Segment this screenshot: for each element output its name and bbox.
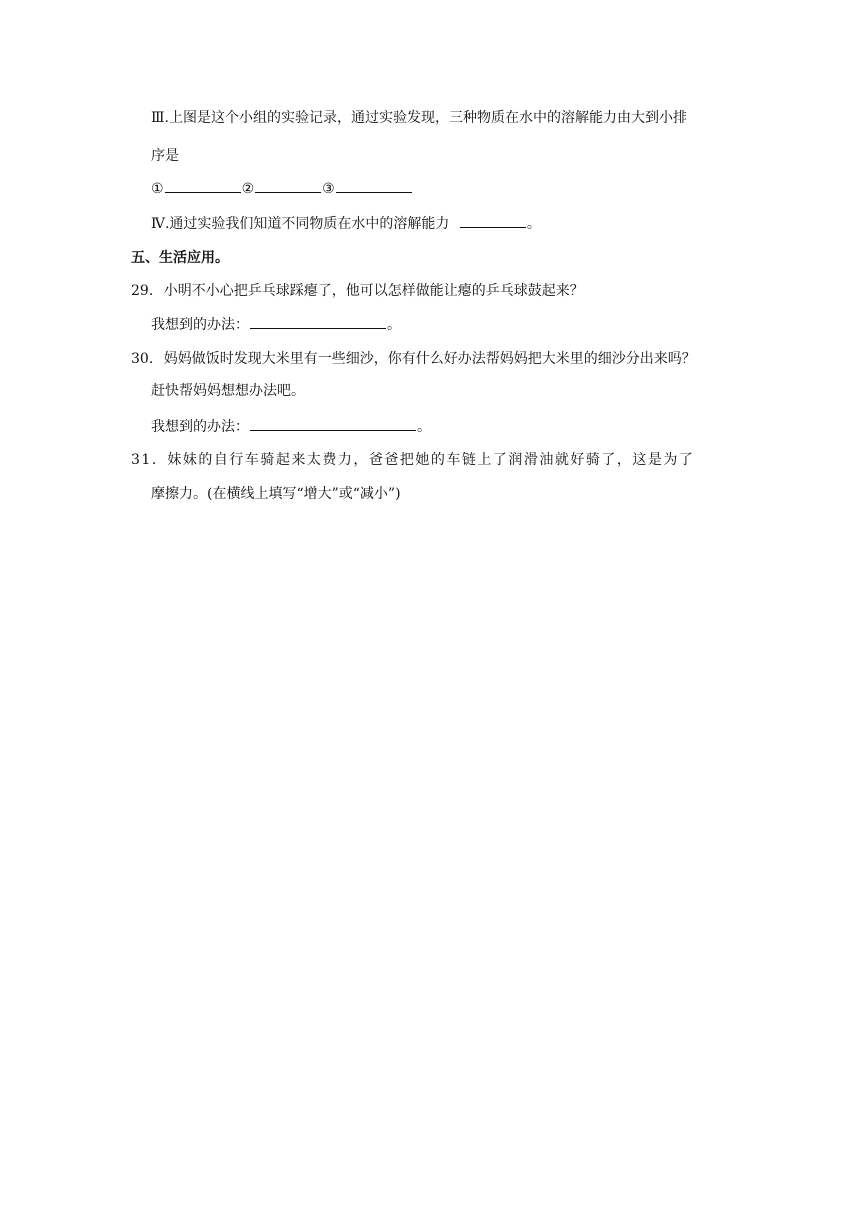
question-30-answer-row bbox=[151, 416, 431, 437]
question-text: 小明不小心把乒乓球踩瘪了，他可以怎样做能让瘪的乒乓球鼓起来？ bbox=[163, 283, 584, 299]
answer-label: 我想到的办法： bbox=[151, 419, 249, 435]
question-part-3-line-1: Ⅲ.上图是这个小组的实验记录，通过实验发现，三种物质在水中的溶解能力由大到小排 bbox=[151, 110, 687, 126]
order-blank-1[interactable] bbox=[165, 178, 241, 193]
answer-end: 。 bbox=[417, 419, 431, 435]
question-part-4-text: Ⅳ.通过实验我们知道不同物质在水中的溶解能力 bbox=[151, 216, 450, 232]
question-number: 31． bbox=[131, 452, 168, 468]
question-part-4-end: 。 bbox=[526, 216, 541, 232]
question-text: 妹妹的自行车骑起来太费力，爸爸把她的车链上了润滑油就好骑了，这是为了 bbox=[167, 452, 695, 468]
order-marker-2: ② bbox=[241, 181, 255, 197]
question-30 bbox=[131, 349, 696, 369]
question-number: 30. bbox=[131, 351, 154, 367]
order-blank-3[interactable] bbox=[336, 178, 412, 193]
question-text: 妈妈做饭时发现大米里有一些细沙，你有什么好办法帮妈妈把大米里的细沙分出来吗？ bbox=[163, 351, 696, 367]
ordering-answer-row bbox=[151, 178, 413, 199]
question-29 bbox=[131, 281, 584, 301]
question-part-4 bbox=[151, 213, 541, 234]
section-title: 五、生活应用。 bbox=[131, 250, 229, 266]
answer-blank-29[interactable] bbox=[250, 314, 386, 329]
question-part-3-line-2: 序是 bbox=[151, 148, 179, 164]
answer-end: 。 bbox=[387, 317, 401, 333]
answer-blank-part-4[interactable] bbox=[460, 213, 526, 228]
answer-label: 我想到的办法： bbox=[151, 317, 249, 333]
answer-blank-30[interactable] bbox=[250, 416, 416, 431]
question-31-line-2: 摩擦力。(在横线上填写“增大”或“减小”) bbox=[151, 486, 401, 502]
order-marker-1: ① bbox=[151, 181, 164, 197]
question-number: 29. bbox=[131, 283, 154, 299]
order-marker-3: ③ bbox=[322, 181, 335, 197]
order-blank-2[interactable] bbox=[255, 178, 321, 193]
question-29-answer-row bbox=[151, 314, 401, 335]
question-31 bbox=[131, 450, 694, 470]
question-30-line-2: 赶快帮妈妈想想办法吧。 bbox=[151, 383, 305, 399]
